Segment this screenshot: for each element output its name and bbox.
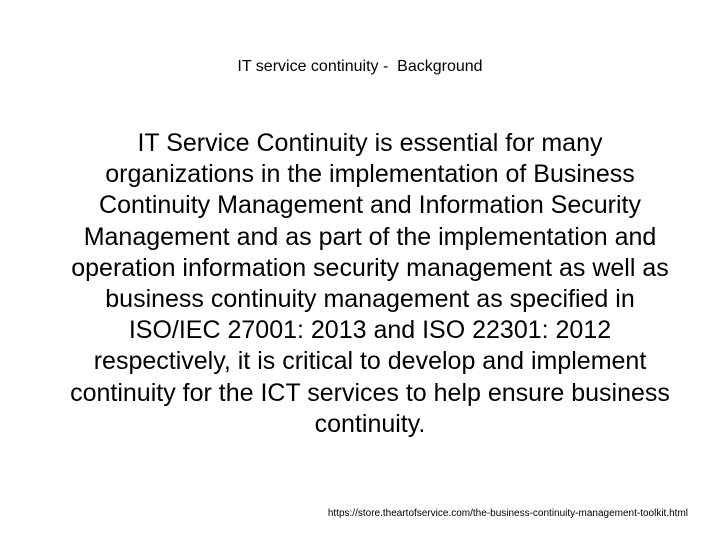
slide-body-text: IT Service Continuity is essential for many organizations in the implementation of Business Continuity Management and Information Security Management and as part of the implementation and operation information security management as well as business continuity management as specified in ISO/IEC 27001: 2013 and ISO 22301: 2012 respectively, it is critical to develop and implement continuity for the ICT services to help ensure business continuity. [70, 129, 670, 438]
slide-title: IT service continuity - Background [237, 58, 483, 75]
source-url-link[interactable]: https://store.theartofservice.com/the-business-continuity-management-toolkit.html [327, 508, 688, 519]
